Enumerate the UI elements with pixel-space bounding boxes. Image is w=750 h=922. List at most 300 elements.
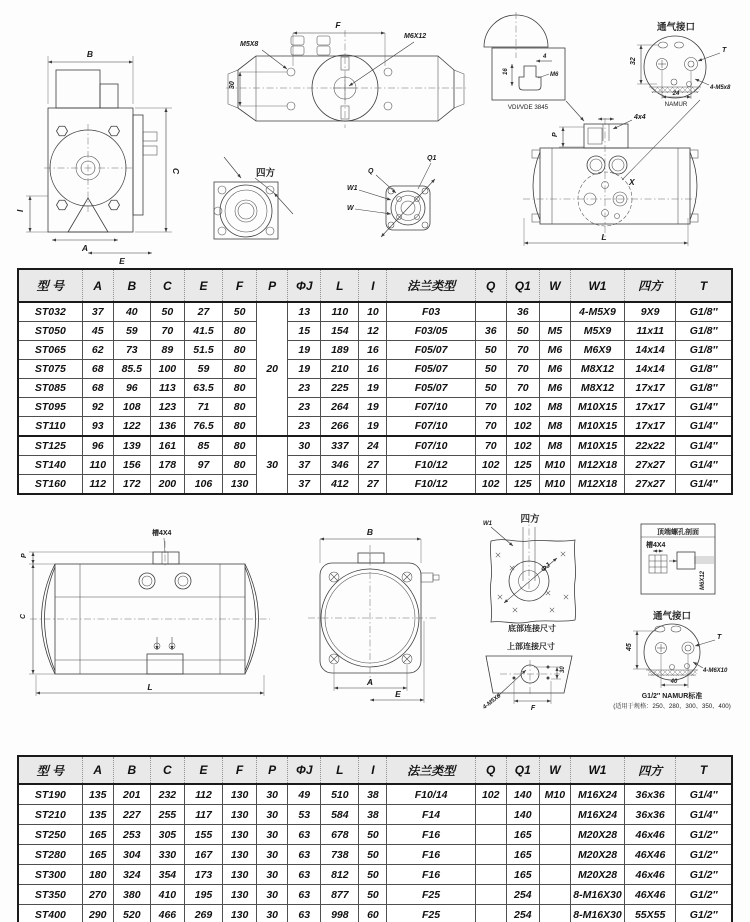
dim-label-16: 16 bbox=[503, 68, 509, 75]
value-cell: 45 bbox=[82, 322, 113, 341]
value-cell: F07/10 bbox=[387, 436, 475, 456]
value-cell: 10 bbox=[359, 302, 387, 322]
top-diagrams bbox=[0, 0, 750, 266]
value-cell: M16X24 bbox=[570, 805, 624, 825]
value-cell: 11x11 bbox=[625, 322, 676, 341]
column-header: W1 bbox=[570, 756, 624, 784]
value-cell: 337 bbox=[321, 436, 359, 456]
table-row bbox=[18, 805, 732, 825]
value-cell: F10/14 bbox=[387, 784, 475, 805]
value-cell: 80 bbox=[223, 379, 257, 398]
value-cell: 27x27 bbox=[625, 475, 676, 495]
value-cell: F25 bbox=[387, 885, 475, 905]
value-cell: 102 bbox=[475, 456, 506, 475]
value-cell: M10X15 bbox=[570, 398, 624, 417]
value-cell: F16 bbox=[387, 825, 475, 845]
dim-label-40: 40 bbox=[670, 679, 678, 685]
dim-label-l: L bbox=[601, 232, 607, 242]
value-cell: 50 bbox=[150, 302, 184, 322]
model-cell: ST160 bbox=[18, 475, 82, 495]
value-cell: 80 bbox=[223, 456, 257, 475]
value-cell: 50 bbox=[475, 360, 506, 379]
value-cell: 19 bbox=[359, 379, 387, 398]
value-cell: 189 bbox=[321, 341, 359, 360]
value-cell: 80 bbox=[223, 322, 257, 341]
value-cell: 140 bbox=[506, 784, 539, 805]
value-cell: 89 bbox=[150, 341, 184, 360]
large-side-view-drawing bbox=[20, 528, 270, 696]
value-cell: 165 bbox=[82, 825, 113, 845]
value-cell: 63.5 bbox=[184, 379, 222, 398]
value-cell: M5 bbox=[539, 322, 570, 341]
dim-label-30: 30 bbox=[229, 81, 236, 89]
top-screw-section-title: 顶端螺孔剖面 bbox=[657, 529, 699, 536]
header-row bbox=[18, 269, 732, 302]
value-cell: 70 bbox=[506, 379, 539, 398]
value-cell bbox=[539, 885, 570, 905]
value-cell: 50 bbox=[359, 865, 387, 885]
value-cell: M12X18 bbox=[570, 456, 624, 475]
table-row bbox=[18, 845, 732, 865]
value-cell: 27x27 bbox=[625, 456, 676, 475]
namur-port-drawing bbox=[630, 21, 731, 108]
thread-label-m5x8: M5X8 bbox=[240, 41, 259, 48]
value-cell: 76.5 bbox=[184, 417, 222, 437]
value-cell: M20X28 bbox=[570, 845, 624, 865]
value-cell: F10/12 bbox=[387, 475, 475, 495]
column-header: A bbox=[82, 756, 113, 784]
dim-label-a: A bbox=[81, 243, 89, 253]
value-cell: G1/2″ bbox=[676, 865, 732, 885]
table-row bbox=[18, 784, 732, 805]
value-cell: M8X12 bbox=[570, 379, 624, 398]
value-cell: 70 bbox=[506, 341, 539, 360]
column-header: E bbox=[184, 756, 222, 784]
value-cell: M10 bbox=[539, 784, 570, 805]
column-header: E bbox=[184, 269, 222, 302]
end-view-drawing bbox=[308, 527, 439, 703]
value-cell: M10 bbox=[539, 475, 570, 495]
value-cell: G1/8″ bbox=[676, 360, 732, 379]
value-cell: M6 bbox=[539, 360, 570, 379]
value-cell: F14 bbox=[387, 805, 475, 825]
value-cell: 80 bbox=[223, 341, 257, 360]
model-cell: ST110 bbox=[18, 417, 82, 437]
value-cell: M6X9 bbox=[570, 341, 624, 360]
value-cell: 254 bbox=[506, 905, 539, 922]
model-cell: ST140 bbox=[18, 456, 82, 475]
value-cell: 125 bbox=[506, 456, 539, 475]
model-cell: ST095 bbox=[18, 398, 82, 417]
namur-caption: NAMUR bbox=[664, 101, 688, 108]
column-header: F bbox=[223, 756, 257, 784]
value-cell: 113 bbox=[150, 379, 184, 398]
value-cell: M12X18 bbox=[570, 475, 624, 495]
value-cell: 70 bbox=[506, 360, 539, 379]
value-cell: 165 bbox=[506, 845, 539, 865]
column-header: W bbox=[539, 269, 570, 302]
value-cell: 201 bbox=[113, 784, 150, 805]
value-cell: 117 bbox=[184, 805, 222, 825]
column-header: Q1 bbox=[506, 269, 539, 302]
value-cell: 270 bbox=[82, 885, 113, 905]
side-view-drawing bbox=[15, 49, 181, 266]
model-cell: ST075 bbox=[18, 360, 82, 379]
value-cell: G1/4″ bbox=[676, 475, 732, 495]
value-cell bbox=[539, 905, 570, 922]
column-header: ΦJ bbox=[288, 269, 321, 302]
column-header: Q bbox=[475, 269, 506, 302]
dim-label-f2: F bbox=[530, 705, 536, 712]
column-header: C bbox=[150, 269, 184, 302]
value-cell: 23 bbox=[288, 398, 321, 417]
dim-label-4x4: 4x4 bbox=[634, 114, 646, 121]
value-cell: 23 bbox=[288, 417, 321, 437]
model-cell: ST085 bbox=[18, 379, 82, 398]
value-cell: 346 bbox=[321, 456, 359, 475]
dim-label-a2: A bbox=[366, 677, 374, 687]
value-cell: 37 bbox=[288, 475, 321, 495]
value-cell: 37 bbox=[82, 302, 113, 322]
value-cell: 304 bbox=[113, 845, 150, 865]
value-cell: 14x14 bbox=[625, 360, 676, 379]
value-cell: 37 bbox=[288, 456, 321, 475]
value-cell: F05/07 bbox=[387, 341, 475, 360]
value-cell: 68 bbox=[82, 360, 113, 379]
table-row bbox=[18, 865, 732, 885]
value-cell: M20X28 bbox=[570, 865, 624, 885]
value-cell: 410 bbox=[150, 885, 184, 905]
column-header: 四方 bbox=[625, 269, 676, 302]
value-cell: 102 bbox=[475, 475, 506, 495]
value-cell: F03 bbox=[387, 302, 475, 322]
value-cell: 30 bbox=[257, 436, 288, 494]
value-cell: 22x22 bbox=[625, 436, 676, 456]
table-row bbox=[18, 360, 732, 379]
value-cell: 140 bbox=[506, 805, 539, 825]
value-cell: 130 bbox=[223, 825, 257, 845]
value-cell: 20 bbox=[257, 302, 288, 436]
value-cell: 36 bbox=[506, 302, 539, 322]
dim-label-phij: ΦJ bbox=[540, 562, 552, 574]
value-cell: 63 bbox=[288, 905, 321, 922]
table-row bbox=[18, 379, 732, 398]
value-cell: 136 bbox=[150, 417, 184, 437]
value-cell: 330 bbox=[150, 845, 184, 865]
value-cell: 63 bbox=[288, 825, 321, 845]
model-cell: ST125 bbox=[18, 436, 82, 456]
model-cell: ST065 bbox=[18, 341, 82, 360]
value-cell: F07/10 bbox=[387, 398, 475, 417]
value-cell: 50 bbox=[506, 322, 539, 341]
value-cell: 4-M5X9 bbox=[570, 302, 624, 322]
value-cell: 92 bbox=[82, 398, 113, 417]
value-cell: 130 bbox=[223, 784, 257, 805]
value-cell: 253 bbox=[113, 825, 150, 845]
value-cell bbox=[475, 805, 506, 825]
value-cell: 108 bbox=[113, 398, 150, 417]
value-cell: F05/07 bbox=[387, 379, 475, 398]
dim-label-f: F bbox=[335, 20, 341, 30]
value-cell: 51.5 bbox=[184, 341, 222, 360]
value-cell: G1/8″ bbox=[676, 302, 732, 322]
value-cell bbox=[475, 825, 506, 845]
value-cell: 122 bbox=[113, 417, 150, 437]
thread-label-m6x12-2: M6X12 bbox=[700, 570, 706, 590]
value-cell: 85 bbox=[184, 436, 222, 456]
middle-diagrams bbox=[0, 497, 750, 753]
value-cell: F25 bbox=[387, 905, 475, 922]
value-cell: G1/2″ bbox=[676, 885, 732, 905]
dim-label-i: I bbox=[15, 209, 25, 212]
vent-port-title-2: 通气接口 bbox=[652, 611, 692, 622]
value-cell: 27 bbox=[359, 456, 387, 475]
value-cell: 60 bbox=[359, 905, 387, 922]
thread-label-m6x12: M6X12 bbox=[404, 33, 427, 40]
dim-label-p: P bbox=[552, 132, 559, 137]
value-cell bbox=[539, 825, 570, 845]
model-cell: ST350 bbox=[18, 885, 82, 905]
spec-table-small-models bbox=[17, 268, 733, 495]
front-view-drawing bbox=[523, 100, 700, 246]
value-cell: 324 bbox=[113, 865, 150, 885]
value-cell: 80 bbox=[223, 360, 257, 379]
value-cell: 210 bbox=[321, 360, 359, 379]
value-cell: 16 bbox=[359, 341, 387, 360]
value-cell: 17x17 bbox=[625, 417, 676, 437]
column-header: 法兰类型 bbox=[387, 756, 475, 784]
value-cell: M20X28 bbox=[570, 825, 624, 845]
value-cell: 9X9 bbox=[625, 302, 676, 322]
value-cell: G1/4″ bbox=[676, 456, 732, 475]
value-cell: 110 bbox=[82, 456, 113, 475]
column-header: T bbox=[676, 756, 732, 784]
thread-label-4m5x8-upper: 4-M5X8 bbox=[482, 693, 503, 711]
value-cell: 112 bbox=[184, 784, 222, 805]
column-header: Q1 bbox=[506, 756, 539, 784]
value-cell: 154 bbox=[321, 322, 359, 341]
model-cell: ST190 bbox=[18, 784, 82, 805]
dim-label-q: Q bbox=[368, 168, 374, 175]
value-cell: 173 bbox=[184, 865, 222, 885]
value-cell: M6 bbox=[539, 341, 570, 360]
table-row bbox=[18, 475, 732, 495]
column-header: 型 号 bbox=[18, 269, 82, 302]
value-cell: 130 bbox=[223, 475, 257, 495]
table-row bbox=[18, 302, 732, 322]
value-cell: F10/12 bbox=[387, 456, 475, 475]
value-cell: 17x17 bbox=[625, 398, 676, 417]
value-cell: 96 bbox=[113, 379, 150, 398]
value-cell: F16 bbox=[387, 845, 475, 865]
value-cell: 30 bbox=[257, 885, 288, 905]
value-cell: G1/4″ bbox=[676, 436, 732, 456]
value-cell: 50 bbox=[359, 825, 387, 845]
dim-label-w1: W1 bbox=[347, 185, 358, 192]
value-cell: 80 bbox=[223, 417, 257, 437]
value-cell: 165 bbox=[82, 845, 113, 865]
value-cell: G1/4″ bbox=[676, 784, 732, 805]
value-cell: 130 bbox=[223, 905, 257, 922]
value-cell: 30 bbox=[257, 905, 288, 922]
value-cell: 100 bbox=[150, 360, 184, 379]
dim-label-e2: E bbox=[395, 689, 401, 699]
value-cell: 50 bbox=[359, 845, 387, 865]
value-cell: 520 bbox=[113, 905, 150, 922]
value-cell: G1/4″ bbox=[676, 417, 732, 437]
value-cell: 102 bbox=[475, 784, 506, 805]
value-cell: 63 bbox=[288, 865, 321, 885]
value-cell bbox=[539, 805, 570, 825]
value-cell: 46X46 bbox=[625, 885, 676, 905]
bottom-connection-drawing bbox=[483, 513, 576, 633]
value-cell bbox=[539, 302, 570, 322]
value-cell: 155 bbox=[184, 825, 222, 845]
value-cell: 102 bbox=[506, 417, 539, 437]
table-row bbox=[18, 436, 732, 456]
value-cell: 23 bbox=[288, 379, 321, 398]
value-cell bbox=[539, 865, 570, 885]
namur-standard-models: (适用于规格：250、280、300、350、400) bbox=[613, 703, 731, 710]
dim-label-b2: B bbox=[366, 527, 374, 537]
value-cell: 102 bbox=[506, 436, 539, 456]
value-cell: 30 bbox=[257, 825, 288, 845]
table-row bbox=[18, 825, 732, 845]
thread-label-4m5x8: 4-M5x8 bbox=[710, 85, 731, 91]
value-cell: 97 bbox=[184, 456, 222, 475]
slot-4x4-label: 槽4X4 bbox=[152, 530, 172, 537]
dim-label-x: X bbox=[629, 177, 635, 187]
value-cell: G1/4″ bbox=[676, 398, 732, 417]
table-row bbox=[18, 417, 732, 437]
value-cell: 71 bbox=[184, 398, 222, 417]
value-cell: 30 bbox=[288, 436, 321, 456]
square-drive-label: 四方 bbox=[256, 168, 276, 179]
column-header: 法兰类型 bbox=[387, 269, 475, 302]
value-cell: 19 bbox=[359, 417, 387, 437]
value-cell: 130 bbox=[223, 805, 257, 825]
value-cell: 738 bbox=[321, 845, 359, 865]
value-cell: 50 bbox=[475, 341, 506, 360]
value-cell: 180 bbox=[82, 865, 113, 885]
value-cell: 584 bbox=[321, 805, 359, 825]
value-cell: 24 bbox=[359, 436, 387, 456]
value-cell: 225 bbox=[321, 379, 359, 398]
column-header: W1 bbox=[570, 269, 624, 302]
dim-label-4: 4 bbox=[543, 54, 547, 60]
square-drive-label-2: 四方 bbox=[520, 514, 540, 525]
value-cell: 123 bbox=[150, 398, 184, 417]
column-header: A bbox=[82, 269, 113, 302]
value-cell: G1/8″ bbox=[676, 322, 732, 341]
column-header: T bbox=[676, 269, 732, 302]
vdi-detail-drawing bbox=[484, 12, 584, 121]
column-header: 型 号 bbox=[18, 756, 82, 784]
value-cell: 266 bbox=[321, 417, 359, 437]
value-cell: 165 bbox=[506, 825, 539, 845]
dimension-table-st190-st400 bbox=[17, 755, 733, 922]
value-cell: 27 bbox=[184, 302, 222, 322]
value-cell: 130 bbox=[223, 885, 257, 905]
spec-table-large-models bbox=[17, 755, 733, 922]
dim-label-24: 24 bbox=[672, 91, 680, 97]
value-cell: 156 bbox=[113, 456, 150, 475]
value-cell: 30 bbox=[257, 865, 288, 885]
column-header: B bbox=[113, 756, 150, 784]
value-cell: 85.5 bbox=[113, 360, 150, 379]
value-cell: 812 bbox=[321, 865, 359, 885]
value-cell bbox=[475, 905, 506, 922]
value-cell: 998 bbox=[321, 905, 359, 922]
table-row bbox=[18, 905, 732, 922]
vdi-caption: VDI/VDE 3845 bbox=[507, 104, 549, 111]
value-cell: 232 bbox=[150, 784, 184, 805]
bottom-conn-caption: 底部连接尺寸 bbox=[508, 624, 556, 633]
value-cell: 16 bbox=[359, 360, 387, 379]
value-cell: 510 bbox=[321, 784, 359, 805]
dim-label-45: 45 bbox=[626, 643, 633, 651]
column-header: P bbox=[257, 756, 288, 784]
dim-label-b: B bbox=[86, 49, 94, 59]
value-cell: M6 bbox=[539, 379, 570, 398]
dim-label-t2: T bbox=[717, 634, 722, 641]
value-cell: 63 bbox=[288, 885, 321, 905]
value-cell: G1/8″ bbox=[676, 379, 732, 398]
value-cell: 70 bbox=[475, 436, 506, 456]
value-cell bbox=[475, 845, 506, 865]
value-cell: 62 bbox=[82, 341, 113, 360]
value-cell: 30 bbox=[257, 845, 288, 865]
value-cell: 135 bbox=[82, 805, 113, 825]
value-cell: 30 bbox=[257, 784, 288, 805]
value-cell: 254 bbox=[506, 885, 539, 905]
value-cell: 305 bbox=[150, 825, 184, 845]
value-cell: M16X24 bbox=[570, 784, 624, 805]
value-cell: 8-M16X30 bbox=[570, 905, 624, 922]
model-cell: ST210 bbox=[18, 805, 82, 825]
table-row bbox=[18, 456, 732, 475]
column-header: I bbox=[359, 269, 387, 302]
value-cell: G1/8″ bbox=[676, 341, 732, 360]
value-cell: 36x36 bbox=[625, 784, 676, 805]
dim-label-32: 32 bbox=[630, 57, 637, 65]
top-conn-caption: 上部连接尺寸 bbox=[507, 642, 555, 651]
top-screw-section-drawing bbox=[641, 524, 715, 594]
value-cell: F16 bbox=[387, 865, 475, 885]
header-row bbox=[18, 756, 732, 784]
table-row bbox=[18, 885, 732, 905]
dim-label-30-2: 30 bbox=[560, 666, 566, 673]
value-cell: 15 bbox=[288, 322, 321, 341]
value-cell: 59 bbox=[184, 360, 222, 379]
value-cell: 13 bbox=[288, 302, 321, 322]
value-cell: 19 bbox=[288, 360, 321, 379]
thread-label-m6: M6 bbox=[550, 72, 559, 78]
namur-port-drawing-2 bbox=[613, 610, 731, 710]
dim-label-p2: P bbox=[21, 553, 28, 558]
value-cell: 12 bbox=[359, 322, 387, 341]
top-view-drawing bbox=[226, 20, 466, 128]
value-cell: 106 bbox=[184, 475, 222, 495]
value-cell: 50 bbox=[475, 379, 506, 398]
dim-label-c2: C bbox=[20, 613, 27, 619]
model-cell: ST050 bbox=[18, 322, 82, 341]
value-cell: 200 bbox=[150, 475, 184, 495]
table-row bbox=[18, 322, 732, 341]
column-header: ΦJ bbox=[288, 756, 321, 784]
column-header: F bbox=[223, 269, 257, 302]
value-cell: M10 bbox=[539, 456, 570, 475]
